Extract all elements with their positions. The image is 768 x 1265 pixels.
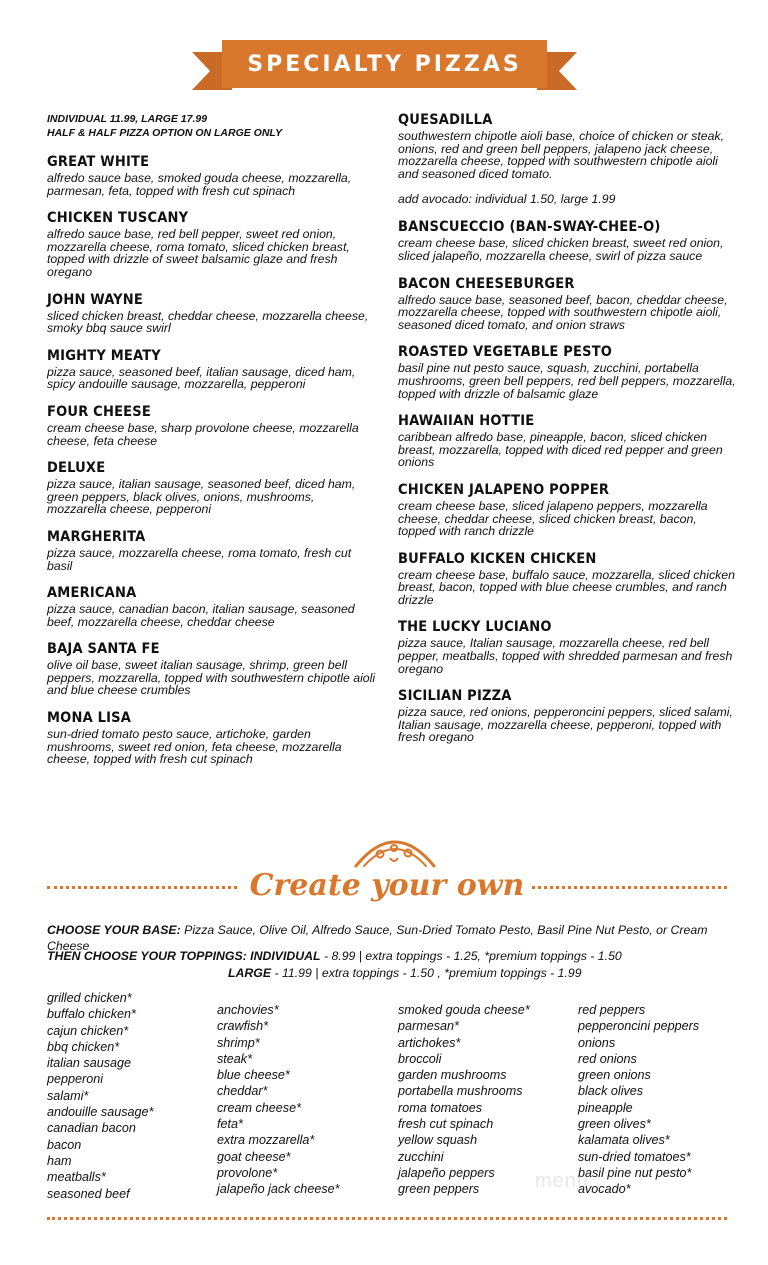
menu-item <box>47 404 377 447</box>
menu-item-name: QUESADILLA <box>398 112 493 128</box>
menu-item-name: MONA LISA <box>47 710 132 727</box>
menu-item-name: BUFFALO KICKEN CHICKEN <box>398 550 597 567</box>
menu-item-name: BACON CHEESEBURGER <box>398 275 575 292</box>
pricing-info <box>47 112 377 140</box>
topping-item: zucchini <box>398 1149 444 1164</box>
topping-item: green onions <box>578 1068 651 1083</box>
left-column <box>47 112 377 779</box>
menu-item <box>398 219 736 262</box>
bottom-dotted-divider <box>47 1217 727 1220</box>
menu-item-name: DELUXE <box>47 460 106 477</box>
menu-item-description: alfredo sauce base, seasoned beef, bacon, cheddar cheese, mozzarella cheese, topped with southwestern chipotle aioli, seasoned diced tomato, and onion straws <box>398 292 728 332</box>
menu-item-description: pizza sauce, mozzarella cheese, roma tomato, fresh cut basil <box>47 545 352 573</box>
topping-item: pineapple <box>578 1100 633 1115</box>
dotted-divider <box>47 886 237 889</box>
menu-item-name: SICILIAN PIZZA <box>398 688 512 705</box>
topping-item: feta* <box>217 1117 243 1132</box>
menu-item-description: pizza sauce, italian sausage, seasoned beef, diced ham, green peppers, black olives, onions, mushrooms, mozzarella cheese, pepperoni <box>47 477 356 517</box>
page-title: SPECIALTY PIZZAS <box>222 40 547 88</box>
menu-item-description: sliced chicken breast, cheddar cheese, mozzarella cheese, smoky bbq sauce swirl <box>47 308 369 336</box>
menu-item <box>47 585 377 628</box>
pizza-icon <box>350 828 440 868</box>
topping-item: sun-dried tomatoes* <box>578 1149 691 1164</box>
topping-item: bacon <box>47 1137 82 1152</box>
menu-item <box>47 529 377 572</box>
topping-item: garden mushrooms <box>398 1068 507 1083</box>
menu-item-name: ROASTED VEGETABLE PESTO <box>398 344 613 361</box>
topping-item: ham <box>47 1153 72 1168</box>
topping-item: pepperoncini peppers <box>578 1019 700 1034</box>
header-banner <box>192 40 577 96</box>
choose-base-label: CHOOSE YOUR BASE: <box>47 923 181 937</box>
menu-item <box>398 482 736 538</box>
topping-item: broccoli <box>398 1051 442 1066</box>
menu-item-name: CHICKEN JALAPENO POPPER <box>398 481 610 498</box>
topping-item: roma tomatoes <box>398 1100 482 1115</box>
topping-item: jalapeño peppers <box>398 1165 495 1180</box>
topping-item: cream cheese* <box>217 1100 301 1115</box>
topping-item: yellow squash <box>398 1133 478 1148</box>
choose-toppings <box>47 948 737 964</box>
topping-item: red peppers <box>578 1003 646 1017</box>
topping-item: steak* <box>217 1051 253 1066</box>
topping-item: portabella mushrooms <box>398 1084 523 1099</box>
topping-item: parmesan* <box>398 1019 459 1034</box>
menu-item-addon: add avocado: individual 1.50, large 1.99 <box>398 192 616 207</box>
menu-item <box>47 154 377 197</box>
create-your-own-title: Create your own <box>249 868 525 903</box>
menu-item-name: CHICKEN TUSCANY <box>47 210 189 227</box>
menu-item-description: pizza sauce, Italian sausage, mozzarella cheese, red bell pepper, meatballs, topped with shredded parmesan and fresh oregano <box>398 636 733 676</box>
menu-item-description: pizza sauce, red onions, pepperoncini peppers, sliced salami, Italian sausage, mozzarella cheese, pepperoni, topped with fresh oregano <box>398 705 733 745</box>
topping-item: red onions <box>578 1051 637 1066</box>
topping-item: seasoned beef <box>47 1186 130 1201</box>
topping-item: grilled chicken* <box>47 991 132 1005</box>
menu-item-name: FOUR CHEESE <box>47 403 152 420</box>
topping-item: bbq chicken* <box>47 1039 120 1054</box>
topping-item: extra mozzarella* <box>217 1133 315 1148</box>
menu-item <box>398 344 736 400</box>
menu-item-name: JOHN WAYNE <box>47 291 144 308</box>
menu-item-name: AMERICANA <box>47 585 137 602</box>
topping-item: blue cheese* <box>217 1068 290 1083</box>
toppings-label: THEN CHOOSE YOUR TOPPINGS: INDIVIDUAL <box>47 949 321 963</box>
menu-item <box>398 276 736 332</box>
menu-item <box>398 413 736 469</box>
dotted-divider <box>532 886 727 889</box>
menu-item-description: cream cheese base, sharp provolone cheese, mozzarella cheese, feta cheese <box>47 420 359 448</box>
menu-item <box>47 210 377 278</box>
menu-item-description: basil pine nut pesto sauce, squash, zucchini, portabella mushrooms, green bell peppers, red bell peppers, mozzarella, topped with drizzle of balsamic glaze <box>398 361 736 401</box>
specialty-list-left <box>47 154 377 766</box>
menu-item-description: alfredo sauce base, smoked gouda cheese, mozzarella, parmesan, feta, topped with fresh cut spinach <box>47 171 352 198</box>
topping-item: onions <box>578 1035 616 1050</box>
topping-item: black olives <box>578 1084 644 1099</box>
topping-item: italian sausage <box>47 1056 132 1071</box>
menu-item-name: MIGHTY MEATY <box>47 347 161 364</box>
topping-item: cheddar* <box>217 1084 268 1099</box>
topping-item: anchovies* <box>217 1003 279 1017</box>
menu-item-name: HAWAIIAN HOTTIE <box>398 413 535 430</box>
menu-item-name: MARGHERITA <box>47 528 146 545</box>
menu-item-description: southwestern chipotle aioli base, choice of chicken or steak, onions, red and green bell peppers, jalapeno jack cheese, mozzarella cheese, topped with southwestern chipotle aioli and seasoned diced tomato. <box>398 129 725 181</box>
menu-item <box>398 551 736 607</box>
topping-item: meatballs* <box>47 1170 106 1185</box>
create-your-own-header <box>47 866 727 906</box>
pricing-line: INDIVIDUAL 11.99, LARGE 17.99 <box>47 113 208 125</box>
topping-item: green peppers <box>398 1182 480 1197</box>
menu-item-description: caribbean alfredo base, pineapple, bacon, sliced chicken breast, mozzarella, topped with diced red pepper and green onions <box>398 430 723 470</box>
menu-item-description: pizza sauce, seasoned beef, italian sausage, diced ham, spicy andouille sausage, mozzarella, pepperoni <box>47 364 356 392</box>
right-column <box>398 112 736 757</box>
menu-item <box>47 710 377 766</box>
topping-item: smoked gouda cheese* <box>398 1003 530 1017</box>
menu-item-description: cream cheese base, sliced chicken breast, sweet red onion, sliced jalapeño, mozzarella cheese, swirl of pizza sauce <box>398 236 724 263</box>
toppings-column-2 <box>217 1002 340 1198</box>
menu-item-description: pizza sauce, canadian bacon, italian sausage, seasoned beef, mozzarella cheese, cheddar cheese <box>47 602 355 629</box>
menu-item-description: sun-dried tomato pesto sauce, artichoke, garden mushrooms, sweet red onion, feta cheese, mozzarella cheese, topped with fresh cut spinach <box>47 727 342 767</box>
toppings-column-3 <box>398 1002 530 1198</box>
pricing-line: HALF & HALF PIZZA OPTION ON LARGE ONLY <box>47 127 283 139</box>
topping-item: cajun chicken* <box>47 1023 129 1038</box>
menu-item <box>398 112 736 206</box>
topping-item: canadian bacon <box>47 1121 136 1136</box>
menu-item-description: cream cheese base, sliced jalapeno peppers, mozzarella cheese, cheddar cheese, sliced chicken breast, bacon, topped with ranch drizzle <box>398 498 708 539</box>
menu-item-description: cream cheese base, buffalo sauce, mozzarella, sliced chicken breast, bacon, topped with blue cheese crumbles, and ranch drizzle <box>398 567 735 607</box>
topping-item: green olives* <box>578 1117 651 1132</box>
choose-base-text: Pizza Sauce, Olive Oil, Alfredo Sauce, Sun-Dried Tomato Pesto, Basil Pine Nut Pesto, or Cream Cheese <box>47 923 708 953</box>
topping-item: kalamata olives* <box>578 1133 670 1148</box>
menu-item <box>47 641 377 697</box>
menu-item <box>398 619 736 675</box>
topping-item: jalapeño jack cheese* <box>217 1182 340 1197</box>
menu-item-description: olive oil base, sweet italian sausage, shrimp, green bell peppers, mozzarella, topped with southwestern chipotle aioli and blue cheese crumbles <box>47 658 376 698</box>
menu-item-name: BAJA SANTA FE <box>47 641 160 658</box>
topping-item: goat cheese* <box>217 1149 291 1164</box>
topping-item: andouille sausage* <box>47 1105 154 1120</box>
watermark: menu <box>535 1170 590 1192</box>
menu-item-name: THE LUCKY LUCIANO <box>398 619 552 636</box>
topping-item: fresh cut spinach <box>398 1117 494 1132</box>
menu-item <box>47 292 377 335</box>
topping-item: artichokes* <box>398 1035 461 1050</box>
topping-item: salami* <box>47 1088 89 1103</box>
topping-item: pepperoni <box>47 1072 104 1087</box>
menu-item-name: BANSCUECCIO (BAN-SWAY-CHEE-O) <box>398 219 661 236</box>
topping-item: shrimp* <box>217 1035 260 1050</box>
menu-item <box>47 348 377 391</box>
topping-item: provolone* <box>217 1165 278 1180</box>
menu-item <box>47 460 377 516</box>
toppings-column-1 <box>47 990 153 1202</box>
large-label: LARGE <box>228 966 272 980</box>
large-price: - 11.99 | extra toppings - 1.50 , *premium toppings - 1.99 <box>271 966 582 980</box>
toppings-individual-price: - 8.99 | extra toppings - 1.25, *premium toppings - 1.50 <box>320 949 622 963</box>
topping-item: basil pine nut pesto* <box>578 1165 692 1180</box>
toppings-column-4 <box>578 1002 699 1198</box>
topping-item: buffalo chicken* <box>47 1007 136 1022</box>
choose-large <box>228 965 728 981</box>
menu-item-description: alfredo sauce base, red bell pepper, sweet red onion, mozzarella cheese, roma tomato, sliced chicken breast, topped with drizzle of sweet balsamic glaze and fresh oregano <box>47 227 350 279</box>
menu-item <box>398 688 736 744</box>
menu-item-name: GREAT WHITE <box>47 154 150 170</box>
topping-item: avocado* <box>578 1182 631 1197</box>
topping-item: crawfish* <box>217 1019 269 1034</box>
specialty-list-right <box>398 112 736 744</box>
